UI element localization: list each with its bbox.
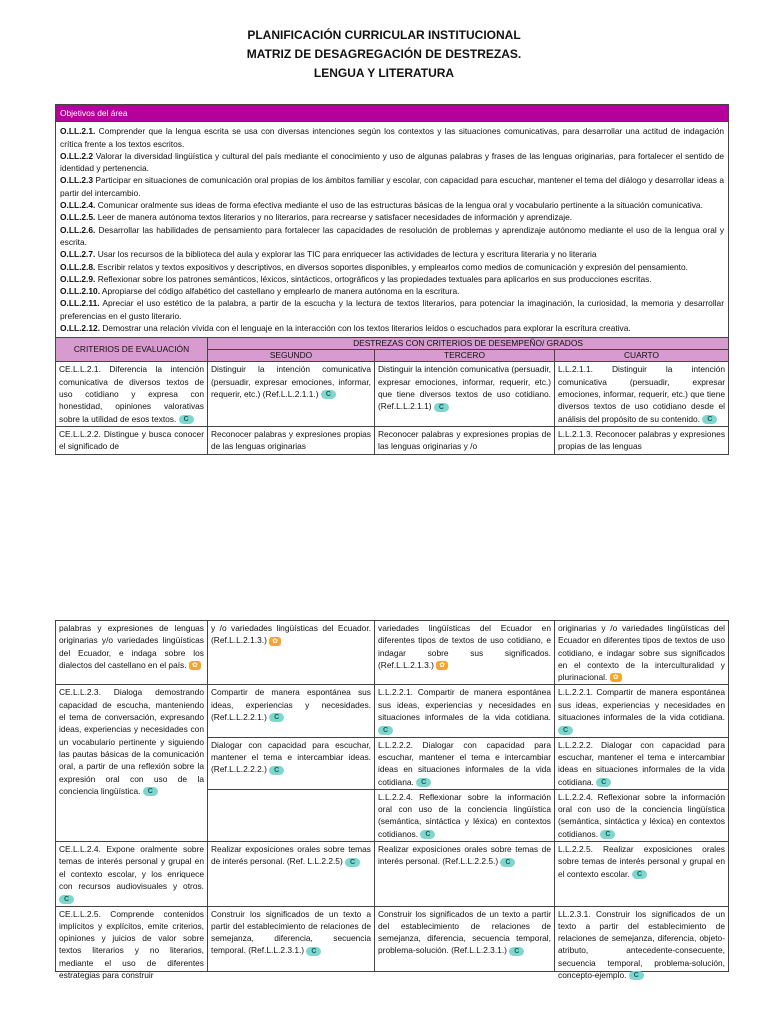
check-badge-icon: C bbox=[269, 713, 284, 722]
check-badge-icon: C bbox=[345, 858, 360, 867]
check-badge-icon: C bbox=[378, 726, 393, 735]
star-badge-icon: ✿ bbox=[610, 673, 622, 682]
skill-cell: L.L.2.2.1. Compartir de manera espontánea sus ideas, experiencias y necesidades en situaciones informales de la vida cotidiana. C bbox=[555, 685, 729, 737]
objective-item: O.LL.2.4. Comunicar oralmente sus ideas de forma efectiva mediante el uso de las estructuras básicas de la lengua oral y vocabulario pertinente a la situación comunicativa. bbox=[60, 200, 703, 211]
check-badge-icon: C bbox=[600, 830, 615, 839]
skill-cell: Construir los significados de un texto a partir del establecimiento de relaciones de semejanza, diferencia, secuencia temporal, problema-solución. (Ref.L.L.2.3.1.) C bbox=[375, 906, 555, 971]
objective-item: O.LL.2.8. Escribir relatos y textos expositivos y descriptivos, en diversos soportes disponibles, y emplearlos como medios de comunicación y expresión del pensamiento. bbox=[60, 261, 688, 272]
objective-item: O.LL.2.6. Desarrollar las habilidades de pensamiento para fortalecer las capacidades de resolución de problemas y aprendizaje autónomo mediante el uso de la lengua oral y escrita. bbox=[60, 224, 725, 247]
star-badge-icon: ✿ bbox=[436, 661, 448, 670]
objective-item: O.LL.2.12. Demostrar una relación vívida con el lenguaje en la interacción con los textos literarios leídos o escuchados para explorar la escritura creativa. bbox=[60, 323, 631, 334]
header-criteria: CRITERIOS DE EVALUACIÓN bbox=[56, 338, 208, 362]
destrezas-table-page-2 bbox=[55, 620, 729, 981]
objective-item: O.LL.2.10. Apropiarse del código alfabético del castellano y emplearlo de manera autónoma en la escritura. bbox=[60, 286, 460, 297]
check-badge-icon: C bbox=[509, 947, 524, 956]
skill-cell: L.L.2.2.5. Realizar exposiciones orales sobre temas de interés personal y grupal en el contexto escolar. C bbox=[555, 842, 729, 906]
check-badge-icon: C bbox=[596, 778, 611, 787]
skill-cell: L.L.2.1.3. Reconocer palabras y expresiones propias de las lenguas bbox=[555, 426, 729, 454]
table-row bbox=[56, 362, 729, 426]
criteria-cell: palabras y expresiones de lenguas originarias y/o variedades lingüísticas del Ecuador, e indaga sobre los dialectos del castellano en el país. ✿ bbox=[56, 621, 208, 685]
objective-item: O.LL.2.3 Participar en situaciones de comunicación oral propias de los ámbitos familiar y escolar, con capacidad para escuchar, mantener el tema del diálogo y desarrollar ideas a partir del intercambio. bbox=[60, 175, 725, 198]
criteria-cell: CE.L.L.2.4. Expone oralmente sobre temas de interés personal y grupal en el contexto escolar, y los enriquece con recursos audiovisuales y otros. C bbox=[56, 842, 208, 906]
document-titles bbox=[0, 26, 768, 83]
title-line-1: PLANIFICACIÓN CURRICULAR INSTITUCIONAL bbox=[247, 28, 521, 42]
check-badge-icon: C bbox=[306, 947, 321, 956]
skill-cell: Realizar exposiciones orales sobre temas de interés personal. (Ref. L.L.2.2.5) C bbox=[208, 842, 375, 906]
check-badge-icon: C bbox=[269, 766, 284, 775]
table-row bbox=[56, 621, 729, 685]
check-badge-icon: C bbox=[632, 870, 647, 879]
skill-cell: Distinguir la intención comunicativa (persuadir, expresar emociones, informar, requerir, etc.) que tiene diversos textos de uso cotidiano. (Ref.L.L.2.1.1) C bbox=[375, 362, 555, 426]
check-badge-icon: C bbox=[629, 971, 644, 980]
check-badge-icon: C bbox=[416, 778, 431, 787]
skill-cell: Reconocer palabras y expresiones propias de las lenguas originarias y /o bbox=[375, 426, 555, 454]
title-line-3: LENGUA Y LITERATURA bbox=[313, 66, 455, 80]
check-badge-icon: C bbox=[59, 895, 74, 904]
check-badge-icon: C bbox=[558, 726, 573, 735]
skill-cell: Construir los significados de un texto a partir del establecimiento de relaciones de semejanza, diferencia, secuencia temporal. (Ref.L.L.2.3.1.) C bbox=[208, 906, 375, 971]
skill-cell: L.L.2.2.4. Reflexionar sobre la información oral con uso de la conciencia lingüística (semántica, sintáctica y léxica) en contextos cotidianos. C bbox=[375, 789, 555, 841]
criteria-cell: CE.L.L.2.2. Distingue y busca conocer el significado de bbox=[56, 426, 208, 454]
check-badge-icon: C bbox=[434, 403, 449, 412]
skill-cell: Realizar exposiciones orales sobre temas de interés personal. (Ref.L.L.2.2.5.) C bbox=[375, 842, 555, 906]
header-skills: DESTREZAS CON CRITERIOS DE DESEMPEÑO/ GRADOS bbox=[208, 338, 729, 350]
skill-cell: variedades lingüísticas del Ecuador en diferentes tipos de textos de uso cotidiano, e indagar sobre sus significados. (Ref.L.L.2.1.3.) ✿ bbox=[375, 621, 555, 685]
criteria-cell: CE.L.L.2.5. Comprende contenidos implícitos y explícitos, emite criterios, opiniones y juicios de valor sobre textos literarios y no literarios, mediante el uso de diferentes estrategias para construir bbox=[56, 906, 208, 971]
table-row bbox=[56, 685, 729, 737]
objectives-header: Objetivos del área bbox=[56, 105, 729, 122]
objective-item: O.LL.2.7. Usar los recursos de la biblioteca del aula y explorar las TIC para enriquecer las actividades de lectura y escritura literaria y no literaria bbox=[60, 249, 597, 260]
check-badge-icon: C bbox=[702, 415, 717, 424]
objective-item: O.LL.2.11. Apreciar el uso estético de la palabra, a partir de la escucha y la lectura de textos literarios, para potenciar la imaginación, la curiosidad, la memoria y desarrollar preferencias en el gusto literario. bbox=[60, 298, 725, 321]
skill-cell: Reconocer palabras y expresiones propias de las lenguas originarias bbox=[208, 426, 375, 454]
table-row bbox=[56, 842, 729, 906]
check-badge-icon: C bbox=[143, 787, 158, 796]
objective-item: O.LL.2.1. Comprender que la lengua escrita se usa con diversas intenciones según los contextos y las situaciones comunicativas, para desarrollar una actitud de indagación crítica frente a los textos escritos. bbox=[60, 126, 725, 149]
skill-cell: Dialogar con capacidad para escuchar, mantener el tema e intercambiar ideas. (Ref.L.L.2.2.2.) C bbox=[208, 737, 375, 789]
objective-item: O.LL.2.9. Reflexionar sobre los patrones semánticos, léxicos, sintácticos, ortográficos y las propiedades textuales para aplicarlos en sus producciones escritas. bbox=[60, 273, 652, 284]
check-badge-icon: C bbox=[500, 858, 515, 867]
skill-cell: L.L.2.2.2. Dialogar con capacidad para escuchar, mantener el tema e intercambiar ideas en situaciones informales de la vida cotidiana. C bbox=[375, 737, 555, 789]
title-line-2: MATRIZ DE DESAGREGACIÓN DE DESTREZAS. bbox=[246, 47, 522, 61]
criteria-cell: CE.L.L.2.3. Dialoga demostrando capacidad de escucha, manteniendo el tema de conversación, expresando ideas, experiencias y necesidades con un vocabulario pertinente y siguiendo las pautas básicas de la comunicación oral, a partir de una reflexión sobre la expresión oral con uso de la conciencia lingüística. C bbox=[56, 685, 208, 842]
star-badge-icon: ✿ bbox=[269, 637, 281, 646]
star-badge-icon: ✿ bbox=[189, 661, 201, 670]
criteria-cell: CE.L.L.2.1. Diferencia la intención comunicativa de diversos textos de uso cotidiano y expresa con honestidad, opiniones valorativas sobre la utilidad de esos textos. C bbox=[56, 362, 208, 426]
skill-cell: L.L.2.2.2. Dialogar con capacidad para escuchar, mantener el tema e intercambiar ideas en situaciones informales de la vida cotidiana. C bbox=[555, 737, 729, 789]
check-badge-icon: C bbox=[420, 830, 435, 839]
skill-cell: L.L.2.1.1. Distinguir la intención comunicativa (persuadir, expresar emociones, informar, requerir, etc.) que tiene diversos textos de uso cotidiano desde el análisis del propósito de su contenido. C bbox=[555, 362, 729, 426]
skill-cell: L.L.2.2.1. Compartir de manera espontánea sus ideas, experiencias y necesidades en situaciones informales de la vida cotidiana. C bbox=[375, 685, 555, 737]
check-badge-icon: C bbox=[321, 390, 336, 399]
header-grade-2: SEGUNDO bbox=[208, 350, 375, 362]
skill-cell-empty bbox=[208, 789, 375, 841]
table-row bbox=[56, 426, 729, 454]
check-badge-icon: C bbox=[179, 415, 194, 424]
skill-cell: y /o variedades lingüísticas del Ecuador. (Ref.L.L.2.1.3.) ✿ bbox=[208, 621, 375, 685]
header-grade-4: CUARTO bbox=[555, 350, 729, 362]
skill-cell: Compartir de manera espontánea sus ideas, experiencias y necesidades. (Ref.L.L.2.2.1.) C bbox=[208, 685, 375, 737]
skill-cell: Distinguir la intención comunicativa (persuadir, expresar emociones, informar, requerir, etc.) (Ref.L.L.2.1.1.) C bbox=[208, 362, 375, 426]
destrezas-table-page-1 bbox=[55, 104, 729, 455]
skill-cell: LL.2.3.1. Construir los significados de un texto a partir del establecimiento de relaciones de semejanza, diferencia, objeto-atributo, antecedente-consecuente, secuencia temporal, problema-solución, concepto-ejemplo. C bbox=[555, 906, 729, 971]
objective-item: O.LL.2.5. Leer de manera autónoma textos literarios y no literarios, para recrearse y satisfacer necesidades de información y aprendizaje. bbox=[60, 212, 573, 223]
table-row bbox=[56, 906, 729, 971]
header-grade-3: TERCERO bbox=[375, 350, 555, 362]
objectives-list bbox=[56, 122, 729, 338]
objective-item: O.LL.2.2 Valorar la diversidad lingüística y cultural del país mediante el conocimiento y uso de algunas palabras y frases de las lenguas originarias, para fortalecer el sentido de identidad y pertenencia. bbox=[60, 150, 725, 174]
skill-cell: L.L.2.2.4. Reflexionar sobre la información oral con uso de la conciencia lingüística (semántica, sintáctica y léxica) en contextos cotidianos. C bbox=[555, 789, 729, 841]
skill-cell: originarias y /o variedades lingüísticas del Ecuador en diferentes tipos de textos de uso cotidiano, e indagar sobre sus significados en el contexto de la interculturalidad y plurinacional. ✿ bbox=[555, 621, 729, 685]
